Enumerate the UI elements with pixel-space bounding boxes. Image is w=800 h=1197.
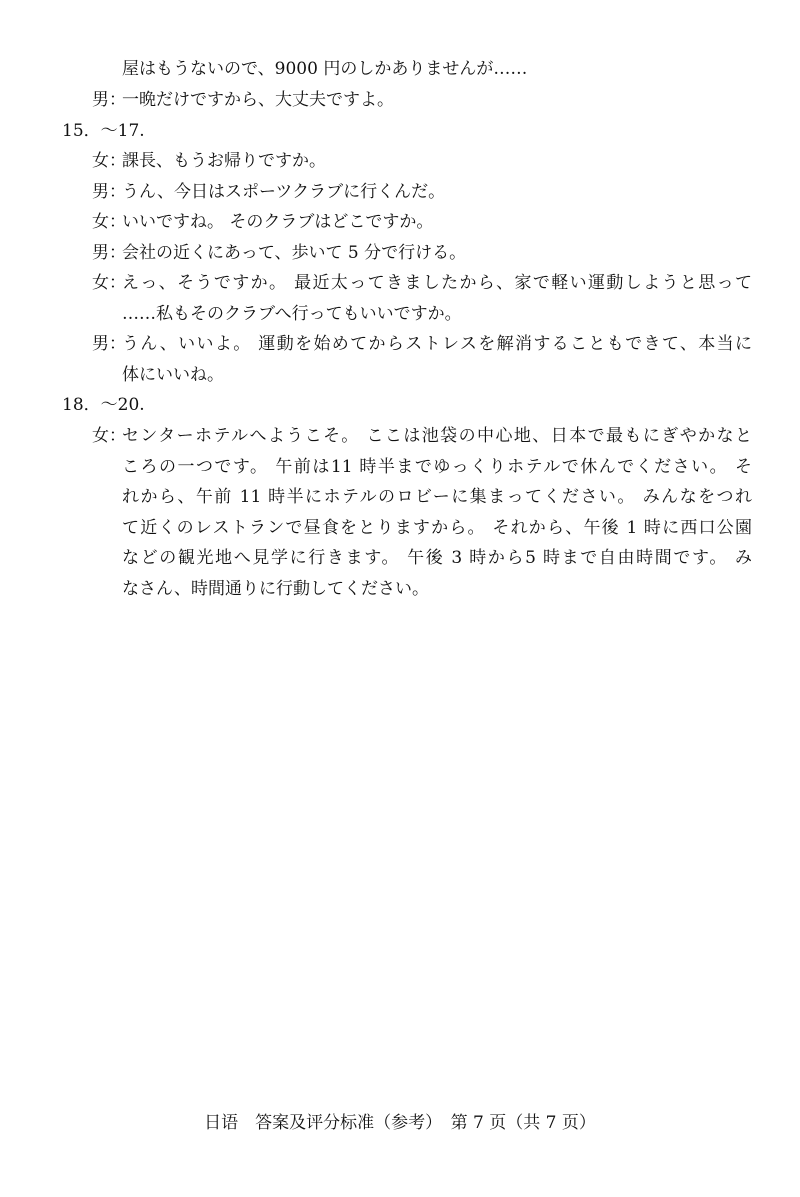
- speaker-label: 女：: [92, 426, 126, 446]
- dialogue-text: うん、いいよ。 運動を始めてからストレスを解消することもできて、本当に: [122, 334, 752, 354]
- dialogue-line: [0, 238, 800, 268]
- text-line: [0, 482, 800, 512]
- dialogue-text: 課長、もうお帰りですか。: [122, 151, 326, 171]
- continuation-text: などの観光地へ見学に行きます。 午後 3 時から5 時まで自由時間です。 み: [122, 548, 752, 568]
- continuation-text: ……私もそのクラブへ行ってもいいですか。: [122, 304, 462, 324]
- page-footer: 日语 答案及评分标准（参考） 第 7 页（共 7 页）: [204, 1113, 596, 1133]
- continuation-text: なさん、時間通りに行動してください。: [122, 579, 430, 599]
- dialogue-line: [0, 85, 800, 115]
- dialogue-text: うん、今日はスポーツクラブに行くんだ。: [122, 182, 446, 202]
- dialogue-text: センターホテルへようこそ。 ここは池袋の中心地、日本で最もにぎやかなと: [122, 426, 752, 446]
- section-heading-line: [0, 390, 800, 420]
- dialogue-line: [0, 421, 800, 451]
- text-line: [0, 54, 800, 84]
- section-number: 15．～17.: [62, 121, 145, 141]
- text-line: [0, 513, 800, 543]
- dialogue-line: [0, 177, 800, 207]
- continuation-text: ころの一つです。 午前は11 時半までゆっくりホテルで休んでください。 そ: [122, 457, 752, 477]
- speaker-label: 男：: [92, 334, 126, 354]
- section-heading-line: [0, 116, 800, 146]
- section-number: 18．～20.: [62, 395, 145, 415]
- speaker-label: 男：: [92, 182, 126, 202]
- speaker-label: 女：: [92, 273, 126, 293]
- continuation-text: 体にいいね。: [122, 365, 224, 385]
- speaker-label: 女：: [92, 151, 126, 171]
- speaker-label: 男：: [92, 90, 126, 110]
- text-line: [0, 452, 800, 482]
- dialogue-text: えっ、そうですか。 最近太ってきましたから、家で軽い運動しようと思って: [122, 273, 752, 293]
- dialogue-line: [0, 329, 800, 359]
- dialogue-text: いいですね。 そのクラブはどこですか。: [122, 212, 434, 232]
- text-line: [0, 543, 800, 573]
- continuation-text: れから、午前 11 時半にホテルのロビーに集まってください。 みんなをつれ: [122, 487, 752, 507]
- speaker-label: 女：: [92, 212, 126, 232]
- dialogue-text: 一晩だけですから、大丈夫ですよ。: [122, 90, 394, 110]
- continuation-text: て近くのレストランで昼食をとりますから。 それから、午後 1 時に西口公園: [122, 518, 752, 538]
- dialogue-text: 会社の近くにあって、歩いて 5 分で行ける。: [122, 243, 467, 263]
- dialogue-line: [0, 207, 800, 237]
- text-line: [0, 299, 800, 329]
- continuation-text: 屋はもうないので、9000 円のしかありませんが……: [122, 59, 528, 79]
- dialogue-line: [0, 268, 800, 298]
- text-line: [0, 574, 800, 604]
- speaker-label: 男：: [92, 243, 126, 263]
- dialogue-line: [0, 146, 800, 176]
- text-line: [0, 360, 800, 390]
